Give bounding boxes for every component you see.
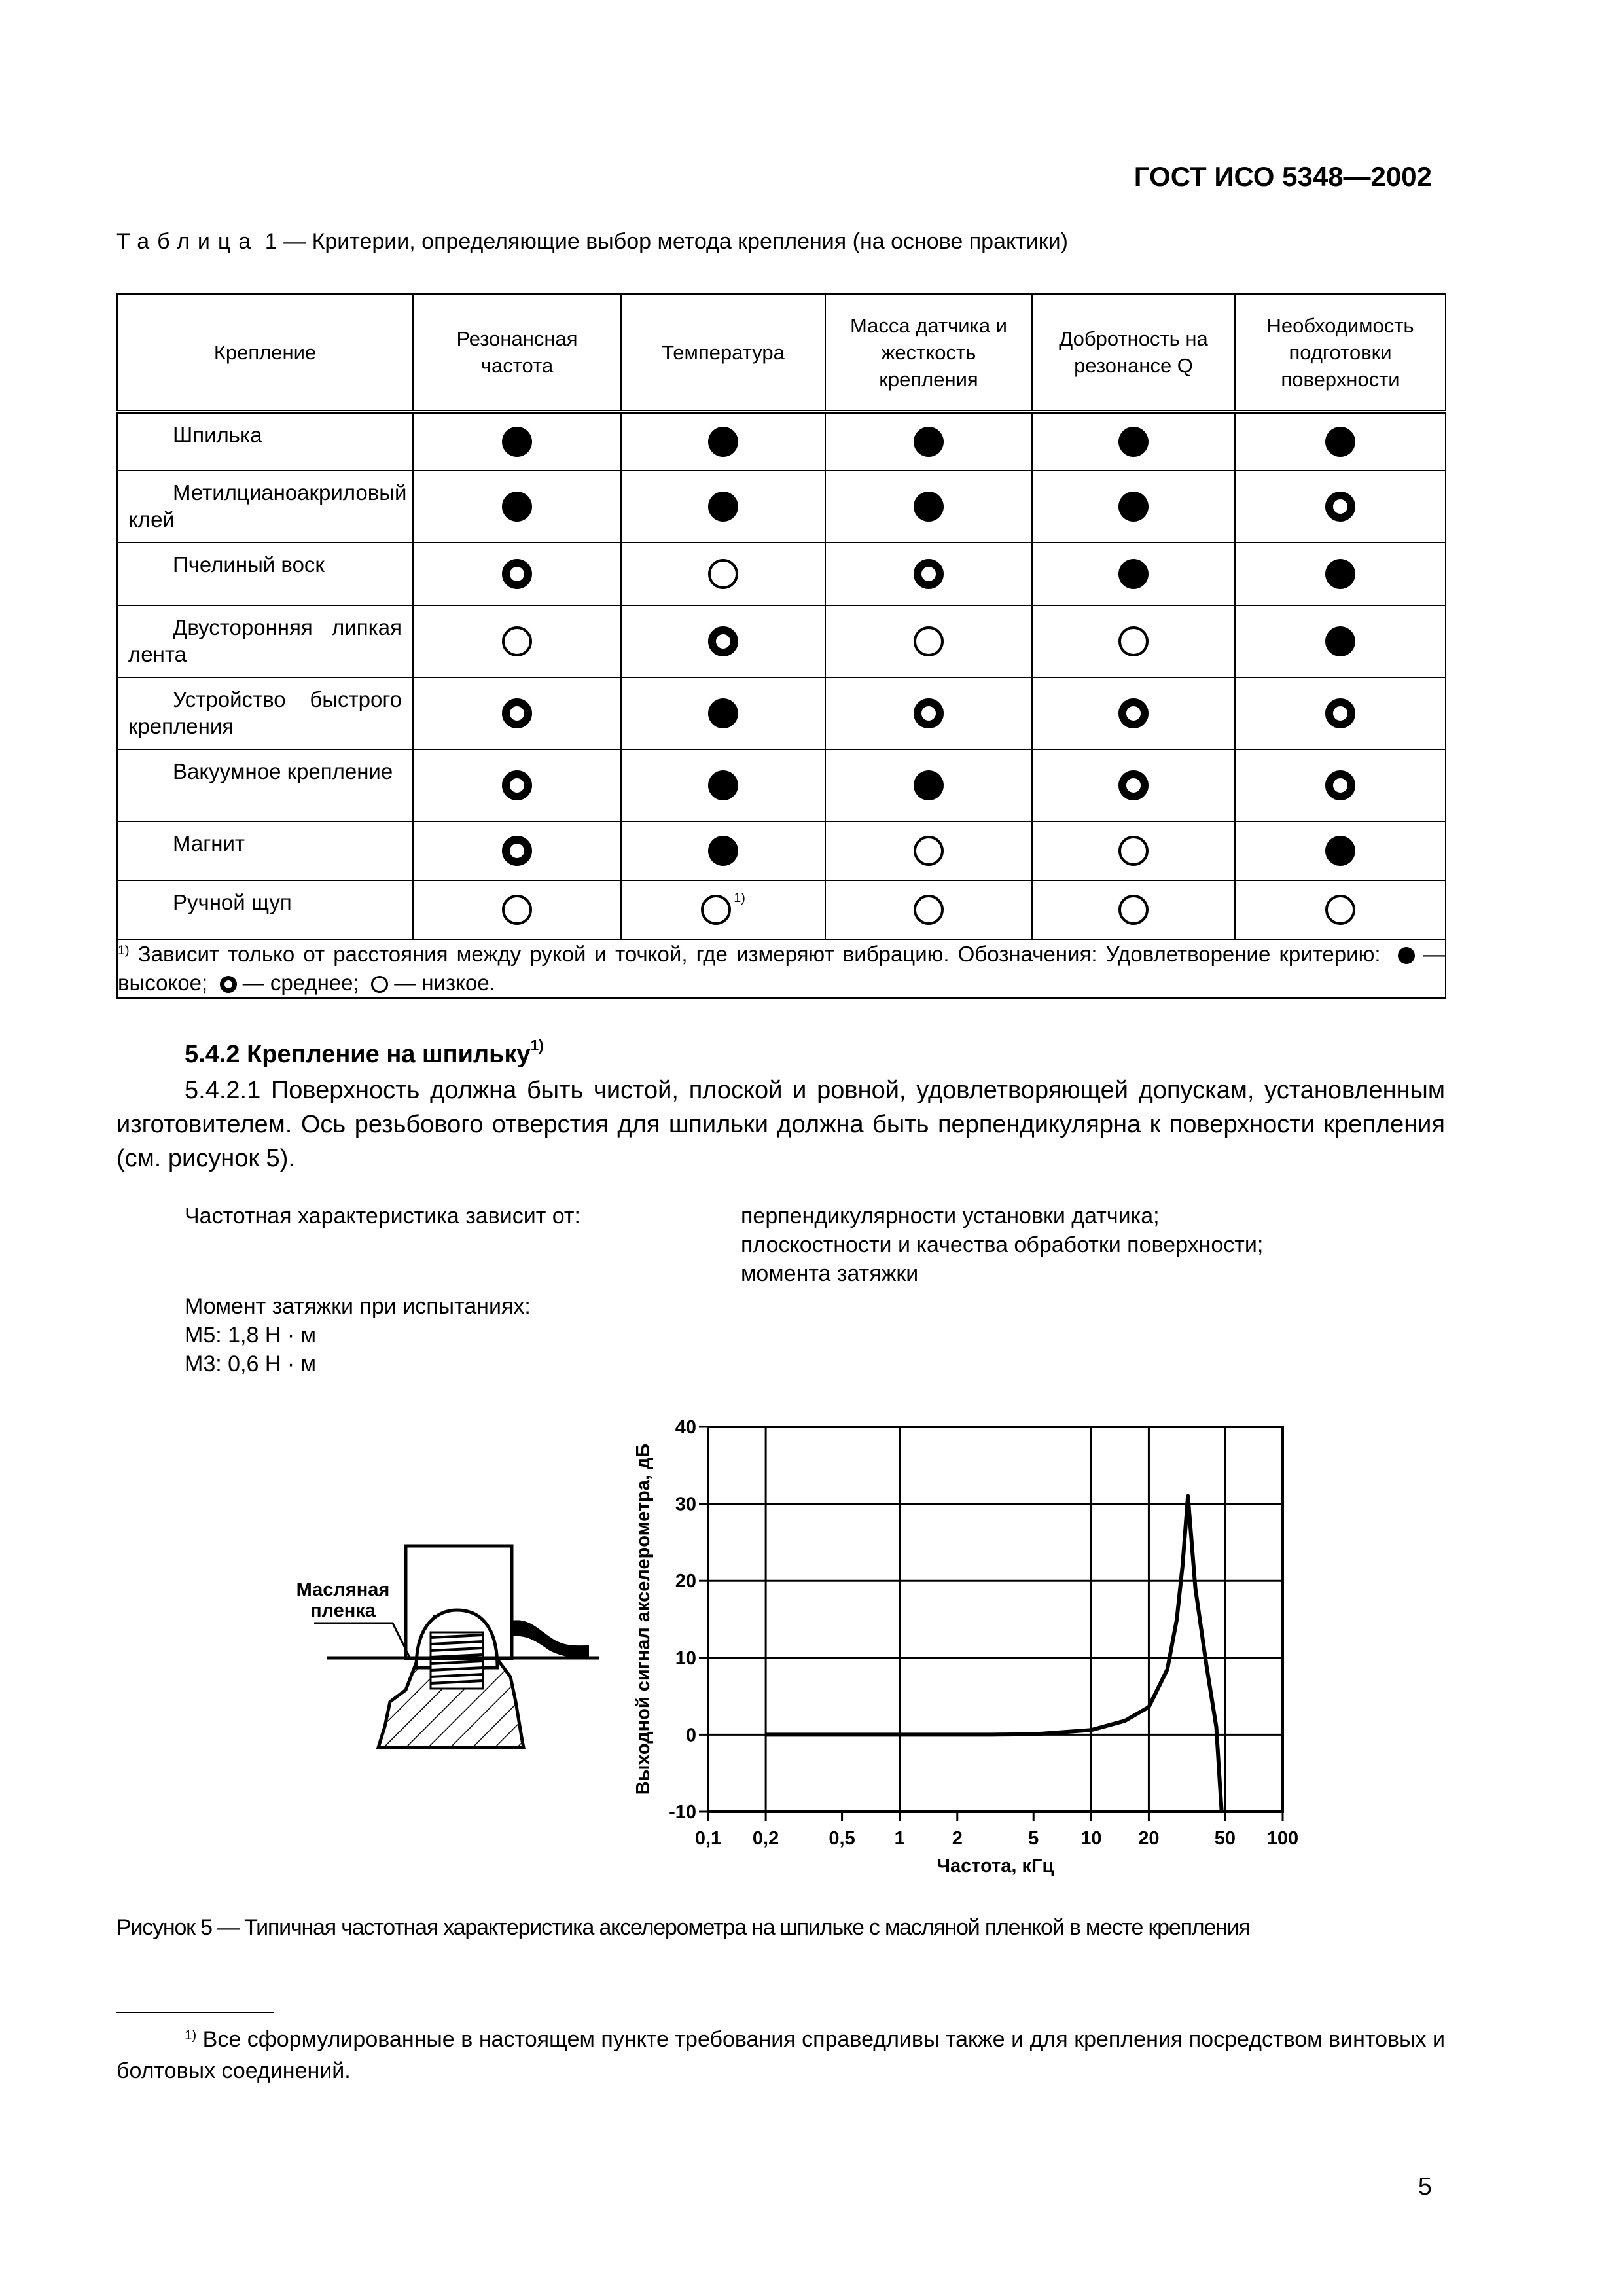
rating-cell	[825, 605, 1032, 677]
plot-frame	[708, 1427, 1283, 1812]
rating-cell	[621, 880, 825, 939]
rating-high-dot-icon	[1118, 492, 1149, 522]
frequency-response-chart	[622, 1407, 1315, 1905]
x-tick-label: 100	[1266, 1828, 1299, 1849]
rating-low-dot-icon	[502, 895, 532, 925]
rating-cell	[825, 677, 1032, 749]
rating-cell	[825, 821, 1032, 880]
torque-title: Момент затяжки при испытаниях:	[185, 1294, 531, 1319]
page-footnote	[116, 2024, 1445, 2087]
mounting-method-cell	[117, 605, 413, 677]
header-q-factor	[1032, 294, 1235, 412]
dependency-line-1: перпендикулярности установки датчика;	[741, 1204, 1160, 1229]
section-paragraph: 5.4.2.1 Поверхность должна быть чистой, плоской и ровной, удовлетворяющей допускам, установленным изготовителем. Ось резьбового отверстия для шпильки должна быть перпендикулярна к поверхности крепления (см. рисунок 5).	[116, 1077, 1445, 1172]
rating-high-dot-icon	[708, 836, 738, 866]
figure-left-label: Частотная характеристика зависит от:	[185, 1204, 580, 1229]
torque-m5: M5: 1,8 Н · м	[185, 1323, 316, 1348]
rating-high-dot-icon	[502, 427, 532, 457]
table-caption-word: Таблица	[116, 229, 259, 254]
table-header-row	[117, 294, 1446, 412]
x-axis-label: Частота, кГц	[936, 1856, 1054, 1876]
chart-tick-labels	[669, 1417, 1298, 1849]
table-note-row	[117, 939, 1446, 998]
mounting-method-cell	[117, 749, 413, 821]
header-temperature: Температура	[621, 294, 825, 412]
rating-cell	[1032, 412, 1235, 471]
note-ref: 1)	[118, 943, 130, 958]
rating-low-dot-icon	[502, 626, 532, 656]
rating-mid-dot-icon	[914, 698, 944, 728]
page-number: 5	[1418, 2173, 1432, 2200]
rating-high-dot-icon	[1325, 427, 1355, 457]
rating-mid-dot-icon	[502, 698, 532, 728]
rating-cell	[1032, 880, 1235, 939]
mounting-method-cell	[117, 471, 413, 543]
rating-cell	[825, 880, 1032, 939]
rating-low-dot-icon	[914, 836, 944, 866]
table-row	[117, 821, 1446, 880]
y-tick-label: -10	[669, 1802, 696, 1823]
rating-cell	[413, 543, 621, 605]
rating-cell	[1032, 605, 1235, 677]
rating-high-dot-icon	[1325, 559, 1355, 589]
mounting-method-name: Шпилька	[173, 423, 262, 447]
rating-low-dot-icon	[914, 895, 944, 925]
page-footnote-text: Все сформулированные в настоящем пункте требования справедливы также и для крепления посредством винтовых и болтовых соединений.	[116, 2027, 1446, 2083]
legend-mid-label: — среднее;	[242, 971, 359, 995]
rating-cell	[1235, 605, 1446, 677]
rating-cell	[621, 412, 825, 471]
table-row	[117, 471, 1446, 543]
section-title	[185, 1037, 544, 1069]
sketch-label-oil: Масляная	[296, 1579, 390, 1600]
legend-high-label: — высокое;	[118, 942, 1446, 995]
rating-cell	[413, 412, 621, 471]
y-tick-label: 30	[675, 1494, 696, 1515]
note-text: Зависит только от расстояния между рукой и точкой, где измеряют вибрацию. Обозначения: Удовлетворение критерию:	[137, 942, 1381, 966]
rating-mid-dot-icon	[1325, 770, 1355, 800]
series-line	[766, 1496, 1222, 1812]
table-row	[117, 412, 1446, 471]
table-body	[117, 412, 1446, 939]
legend-mid-dot-icon	[220, 976, 237, 993]
mounting-method-name: Устройство быстрого крепления	[128, 687, 402, 738]
rating-mid-dot-icon	[502, 836, 532, 866]
rating-mid-dot-icon	[502, 770, 532, 800]
rating-cell	[1235, 821, 1446, 880]
table-caption-text: 1 — Критерии, определяющие выбор метода крепления (на основе практики)	[264, 229, 1068, 254]
rating-high-dot-icon	[1325, 626, 1355, 656]
mounting-method-name: Вакуумное крепление	[173, 759, 393, 783]
rating-cell	[825, 543, 1032, 605]
rating-cell	[825, 412, 1032, 471]
x-tick-label: 10	[1080, 1828, 1102, 1849]
rating-cell	[413, 880, 621, 939]
rating-mid-dot-icon	[708, 626, 738, 656]
rating-mid-dot-icon	[1325, 492, 1355, 522]
rating-high-dot-icon	[708, 492, 738, 522]
rating-high-dot-icon	[914, 427, 944, 457]
rating-cell	[1032, 471, 1235, 543]
rating-cell	[621, 821, 825, 880]
mounting-method-name: Магнит	[173, 831, 245, 855]
document-code: ГОСТ ИСО 5348—2002	[1133, 161, 1432, 192]
rating-cell	[1032, 677, 1235, 749]
rating-cell	[1032, 543, 1235, 605]
rating-mid-dot-icon	[1325, 698, 1355, 728]
x-tick-label: 0,2	[752, 1828, 779, 1849]
mounting-method-cell	[117, 412, 413, 471]
figure-caption: Рисунок 5 — Типичная частотная характеристика акселерометра на шпильке с масляной пленкой в месте крепления	[116, 1915, 1250, 1940]
rating-cell	[413, 677, 621, 749]
criteria-table	[116, 293, 1446, 999]
rating-high-dot-icon	[708, 698, 738, 728]
table-row	[117, 677, 1446, 749]
rating-high-dot-icon	[914, 770, 944, 800]
rating-cell	[621, 749, 825, 821]
header-resonance: Резонансная частота	[413, 294, 621, 412]
rating-low-dot-icon	[1118, 626, 1149, 656]
rating-cell	[413, 749, 621, 821]
table-row	[117, 749, 1446, 821]
legend-high-dot-icon	[1398, 947, 1415, 964]
table-note	[117, 939, 1446, 998]
figure-dependency-list	[741, 1202, 1263, 1288]
rating-cell	[621, 471, 825, 543]
mounting-method-name: Метилцианоакриловый клей	[128, 480, 407, 531]
legend-low-label: — низкое.	[394, 971, 495, 995]
x-tick-label: 0,1	[694, 1828, 722, 1849]
mounting-method-cell	[117, 880, 413, 939]
table-caption	[116, 229, 1068, 255]
torque-block	[185, 1292, 531, 1378]
rating-cell	[1235, 749, 1446, 821]
dependency-line-3: момента затяжки	[741, 1261, 919, 1286]
rating-mid-dot-icon	[1118, 770, 1149, 800]
rating-high-dot-icon	[1325, 836, 1355, 866]
rating-low-dot-icon	[914, 626, 944, 656]
rating-cell	[1032, 821, 1235, 880]
rating-cell	[413, 471, 621, 543]
y-tick-label: 20	[675, 1571, 696, 1592]
rating-cell	[621, 677, 825, 749]
y-tick-label: 0	[685, 1725, 696, 1746]
rating-cell	[825, 471, 1032, 543]
rating-note-ref: 1)	[734, 891, 745, 905]
mounting-method-cell	[117, 821, 413, 880]
x-tick-label: 1	[894, 1828, 905, 1849]
rating-low-dot-icon	[701, 895, 731, 925]
header-q-factor-text: Добротность на резонансе Q	[1059, 327, 1208, 377]
rating-mid-dot-icon	[914, 559, 944, 589]
rating-cell	[413, 821, 621, 880]
mounting-method-name: Двусторонняя липкая лента	[128, 615, 402, 666]
rating-cell	[413, 605, 621, 677]
rating-high-dot-icon	[708, 427, 738, 457]
rating-cell	[1235, 471, 1446, 543]
section-footnote-ref: 1)	[530, 1037, 544, 1054]
mounting-method-cell	[117, 543, 413, 605]
y-tick-label: 40	[675, 1417, 696, 1438]
header-surface-prep: Необходимость подготовки поверхности	[1235, 294, 1446, 412]
torque-m3: M3: 0,6 Н · м	[185, 1352, 316, 1376]
rating-low-dot-icon	[708, 559, 738, 589]
x-tick-label: 2	[952, 1828, 963, 1849]
sketch-label-film: пленка	[310, 1600, 376, 1621]
page-footnote-ref: 1)	[185, 2028, 197, 2043]
rating-mid-dot-icon	[1118, 698, 1149, 728]
table-row	[117, 543, 1446, 605]
rating-cell	[621, 605, 825, 677]
x-tick-label: 5	[1028, 1828, 1039, 1849]
rating-cell	[1235, 543, 1446, 605]
rating-high-dot-icon	[708, 770, 738, 800]
table-row	[117, 605, 1446, 677]
rating-cell	[1235, 677, 1446, 749]
dependency-line-2: плоскостности и качества обработки поверхности;	[741, 1232, 1264, 1257]
header-mounting: Крепление	[117, 294, 413, 412]
rating-high-dot-icon	[1118, 427, 1149, 457]
rating-low-dot-icon	[1118, 895, 1149, 925]
x-tick-label: 50	[1214, 1828, 1236, 1849]
y-tick-label: 10	[675, 1647, 696, 1669]
rating-cell	[1032, 749, 1235, 821]
rating-low-dot-icon	[1118, 836, 1149, 866]
chart-grid	[708, 1427, 1283, 1812]
stud-mount-sketch	[296, 1505, 615, 1774]
x-tick-label: 20	[1138, 1828, 1160, 1849]
section-title-text: 5.4.2 Крепление на шпильку	[185, 1041, 531, 1068]
mounting-method-name: Пчелиный воск	[173, 552, 325, 577]
rating-cell	[1235, 880, 1446, 939]
rating-cell	[1235, 412, 1446, 471]
mounting-method-name: Ручной щуп	[173, 890, 292, 914]
y-axis-label: Выходной сигнал акселерометра, дБ	[633, 1443, 654, 1795]
footnote-separator	[116, 2012, 274, 2013]
rating-low-dot-icon	[1325, 895, 1355, 925]
legend-low-dot-icon	[371, 976, 388, 993]
rating-high-dot-icon	[1118, 559, 1149, 589]
x-tick-label: 0,5	[829, 1828, 855, 1849]
header-mass-stiffness: Масса датчика и жесткость крепления	[825, 294, 1032, 412]
mounting-method-cell	[117, 677, 413, 749]
rating-high-dot-icon	[502, 492, 532, 522]
rating-cell	[621, 543, 825, 605]
table-row	[117, 880, 1446, 939]
rating-high-dot-icon	[914, 492, 944, 522]
rating-cell	[825, 749, 1032, 821]
rating-mid-dot-icon	[502, 559, 532, 589]
